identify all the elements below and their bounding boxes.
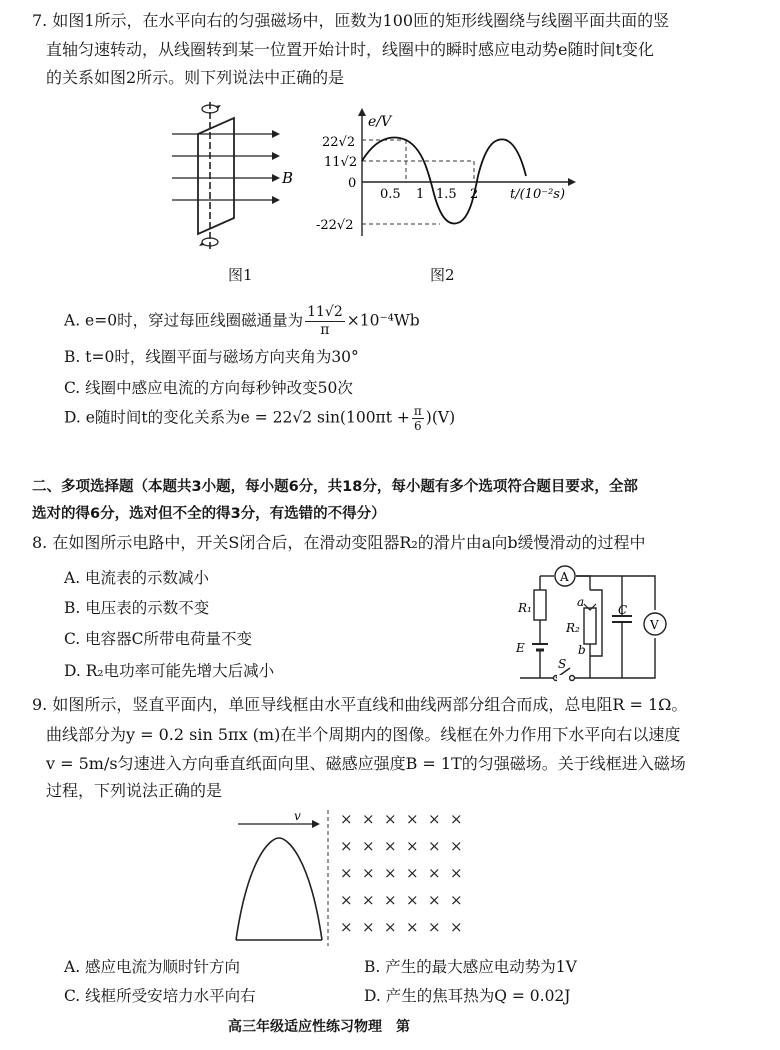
q9-stem-line2: 曲线部分为y = 0.2 sin 5πx (m)在半个周期内的图像。线框在外力作用下水平向右以速度 xyxy=(46,725,681,744)
q8-option-c[interactable]: C. 电容器C所带电荷量不变 xyxy=(64,630,253,648)
svg-text:×: × xyxy=(450,837,463,855)
section2-heading-cont: 选对的得6分，选对但不全的得3分，有选错的不得分） xyxy=(32,506,386,522)
slider-end-a: a xyxy=(577,595,585,609)
q8-circuit xyxy=(510,560,670,690)
y-tick-min: -22√2 xyxy=(316,218,354,233)
q9-option-d[interactable]: D. 产生的焦耳热为Q = 0.02J xyxy=(364,987,571,1005)
svg-text:×: × xyxy=(428,864,441,882)
x-tick-2: 2 xyxy=(470,187,479,202)
svg-text:×: × xyxy=(362,891,375,909)
svg-text:×: × xyxy=(428,837,441,855)
capacitor-label: C xyxy=(618,603,628,617)
y-axis-label: e/V xyxy=(368,114,392,130)
svg-text:×: × xyxy=(450,918,463,936)
q8-option-a[interactable]: A. 电流表的示数减小 xyxy=(64,569,210,587)
svg-text:×: × xyxy=(362,864,375,882)
r2-label: R₂ xyxy=(566,621,580,635)
magnetic-field-marks xyxy=(340,810,463,936)
velocity-label: v xyxy=(294,809,301,823)
q7-option-d-unit: )(V) xyxy=(425,408,456,427)
svg-text:×: × xyxy=(340,918,353,936)
q9-figure xyxy=(230,808,480,948)
q9-option-a[interactable]: A. 感应电流为顺时针方向 xyxy=(64,958,241,976)
q7-option-c[interactable]: C. 线圈中感应电流的方向每秒钟改变50次 xyxy=(64,379,353,397)
svg-text:×: × xyxy=(340,864,353,882)
q7-option-a[interactable] xyxy=(64,304,420,339)
q8-option-b[interactable]: B. 电压表的示数不变 xyxy=(64,599,210,617)
emf-label: E xyxy=(516,641,525,655)
svg-text:×: × xyxy=(384,810,397,828)
switch-label: S xyxy=(558,657,567,671)
frame-curve xyxy=(236,838,322,940)
svg-text:×: × xyxy=(384,864,397,882)
q9-stem-line4: 过程，下列说法正确的是 xyxy=(46,781,223,800)
q9-option-b[interactable]: B. 产生的最大感应电动势为1V xyxy=(364,958,577,976)
svg-text:×: × xyxy=(340,837,353,855)
y-tick-max: 22√2 xyxy=(322,135,356,150)
x-tick-0.5: 0.5 xyxy=(380,187,401,202)
emf-sine-curve xyxy=(362,138,526,224)
y-tick-half: 11√2 xyxy=(324,155,358,170)
svg-text:×: × xyxy=(428,810,441,828)
q7-figure2 xyxy=(310,104,600,244)
q7-option-d-fraction xyxy=(412,404,424,433)
q7-stem-line2: 直轴匀速转动，从线圈转到某一位置开始计时，线圈中的瞬时感应电动势e随时间t变化 xyxy=(46,40,654,59)
q7-option-d-den: 6 xyxy=(414,419,422,433)
q7-stem-line3: 的关系如图2所示。则下列说法中正确的是 xyxy=(46,68,345,87)
svg-text:×: × xyxy=(406,891,419,909)
svg-text:×: × xyxy=(428,918,441,936)
ammeter-label: A xyxy=(560,570,569,584)
q9-option-c[interactable]: C. 线框所受安培力水平向右 xyxy=(64,987,256,1005)
svg-text:×: × xyxy=(362,918,375,936)
q7-option-d[interactable] xyxy=(64,404,455,433)
svg-text:×: × xyxy=(406,837,419,855)
r1-label: R₁ xyxy=(518,601,532,615)
svg-text:×: × xyxy=(384,918,397,936)
q7-option-d-text: D. e随时间t的变化关系为e = 22√2 sin(100πt + xyxy=(64,408,410,427)
q8-stem: 8. 在如图所示电路中，开关S闭合后，在滑动变阻器R₂的滑片由a向b缓慢滑动的过程中 xyxy=(32,533,646,552)
q7-option-a-fraction xyxy=(305,304,345,339)
svg-text:×: × xyxy=(362,837,375,855)
q7-figure2-caption: 图2 xyxy=(430,266,455,284)
q7-option-b[interactable]: B. t=0时，线圈平面与磁场方向夹角为30° xyxy=(64,348,359,366)
q7-option-a-den: π xyxy=(320,322,330,338)
q9-stem-line3: v = 5m/s匀速进入方向垂直纸面向里、磁感应强度B = 1T的匀强磁场。关于线框进入磁场 xyxy=(46,754,686,773)
section2-heading: 二、多项选择题（本题共3小题，每小题6分，共18分，每小题有多个选项符合题目要求，全部 xyxy=(32,479,638,495)
svg-text:×: × xyxy=(406,864,419,882)
svg-text:×: × xyxy=(384,837,397,855)
svg-text:×: × xyxy=(450,810,463,828)
q7-figure1-caption: 图1 xyxy=(228,266,253,284)
x-axis-label: t/(10⁻²s) xyxy=(510,187,566,202)
q9-stem-line1: 9. 如图所示，竖直平面内，单匝导线框由水平直线和曲线两部分组合而成，总电阻R = 1Ω。 xyxy=(32,695,688,714)
svg-text:×: × xyxy=(340,891,353,909)
voltmeter-label: V xyxy=(650,618,659,632)
slider-end-b: b xyxy=(578,643,586,657)
q7-stem-line1: 7. 如图1所示，在水平向右的匀强磁场中，匝数为100匝的矩形线圈绕与线圈平面共面的竖 xyxy=(32,11,670,30)
field-label-b: B xyxy=(282,169,294,187)
q7-option-a-num: 11√2 xyxy=(307,304,343,320)
q7-figure1 xyxy=(160,96,300,258)
svg-text:×: × xyxy=(384,891,397,909)
svg-text:×: × xyxy=(362,810,375,828)
svg-text:×: × xyxy=(340,810,353,828)
q8-option-d[interactable]: D. R₂电功率可能先增大后减小 xyxy=(64,662,275,680)
svg-text:×: × xyxy=(450,864,463,882)
q7-option-a-text: A. e=0时，穿过每匝线圈磁通量为 xyxy=(64,311,304,330)
q7-option-a-unit: ×10⁻⁴Wb xyxy=(346,311,420,330)
svg-text:×: × xyxy=(428,891,441,909)
x-tick-1.5: 1.5 xyxy=(436,187,457,202)
page-footer: 高三年级适应性练习物理 第 xyxy=(228,1019,410,1035)
y-tick-zero: 0 xyxy=(348,176,357,191)
q7-option-d-num: π xyxy=(413,404,422,418)
svg-text:×: × xyxy=(406,918,419,936)
svg-text:×: × xyxy=(450,891,463,909)
x-tick-1: 1 xyxy=(416,187,425,202)
svg-text:×: × xyxy=(406,810,419,828)
